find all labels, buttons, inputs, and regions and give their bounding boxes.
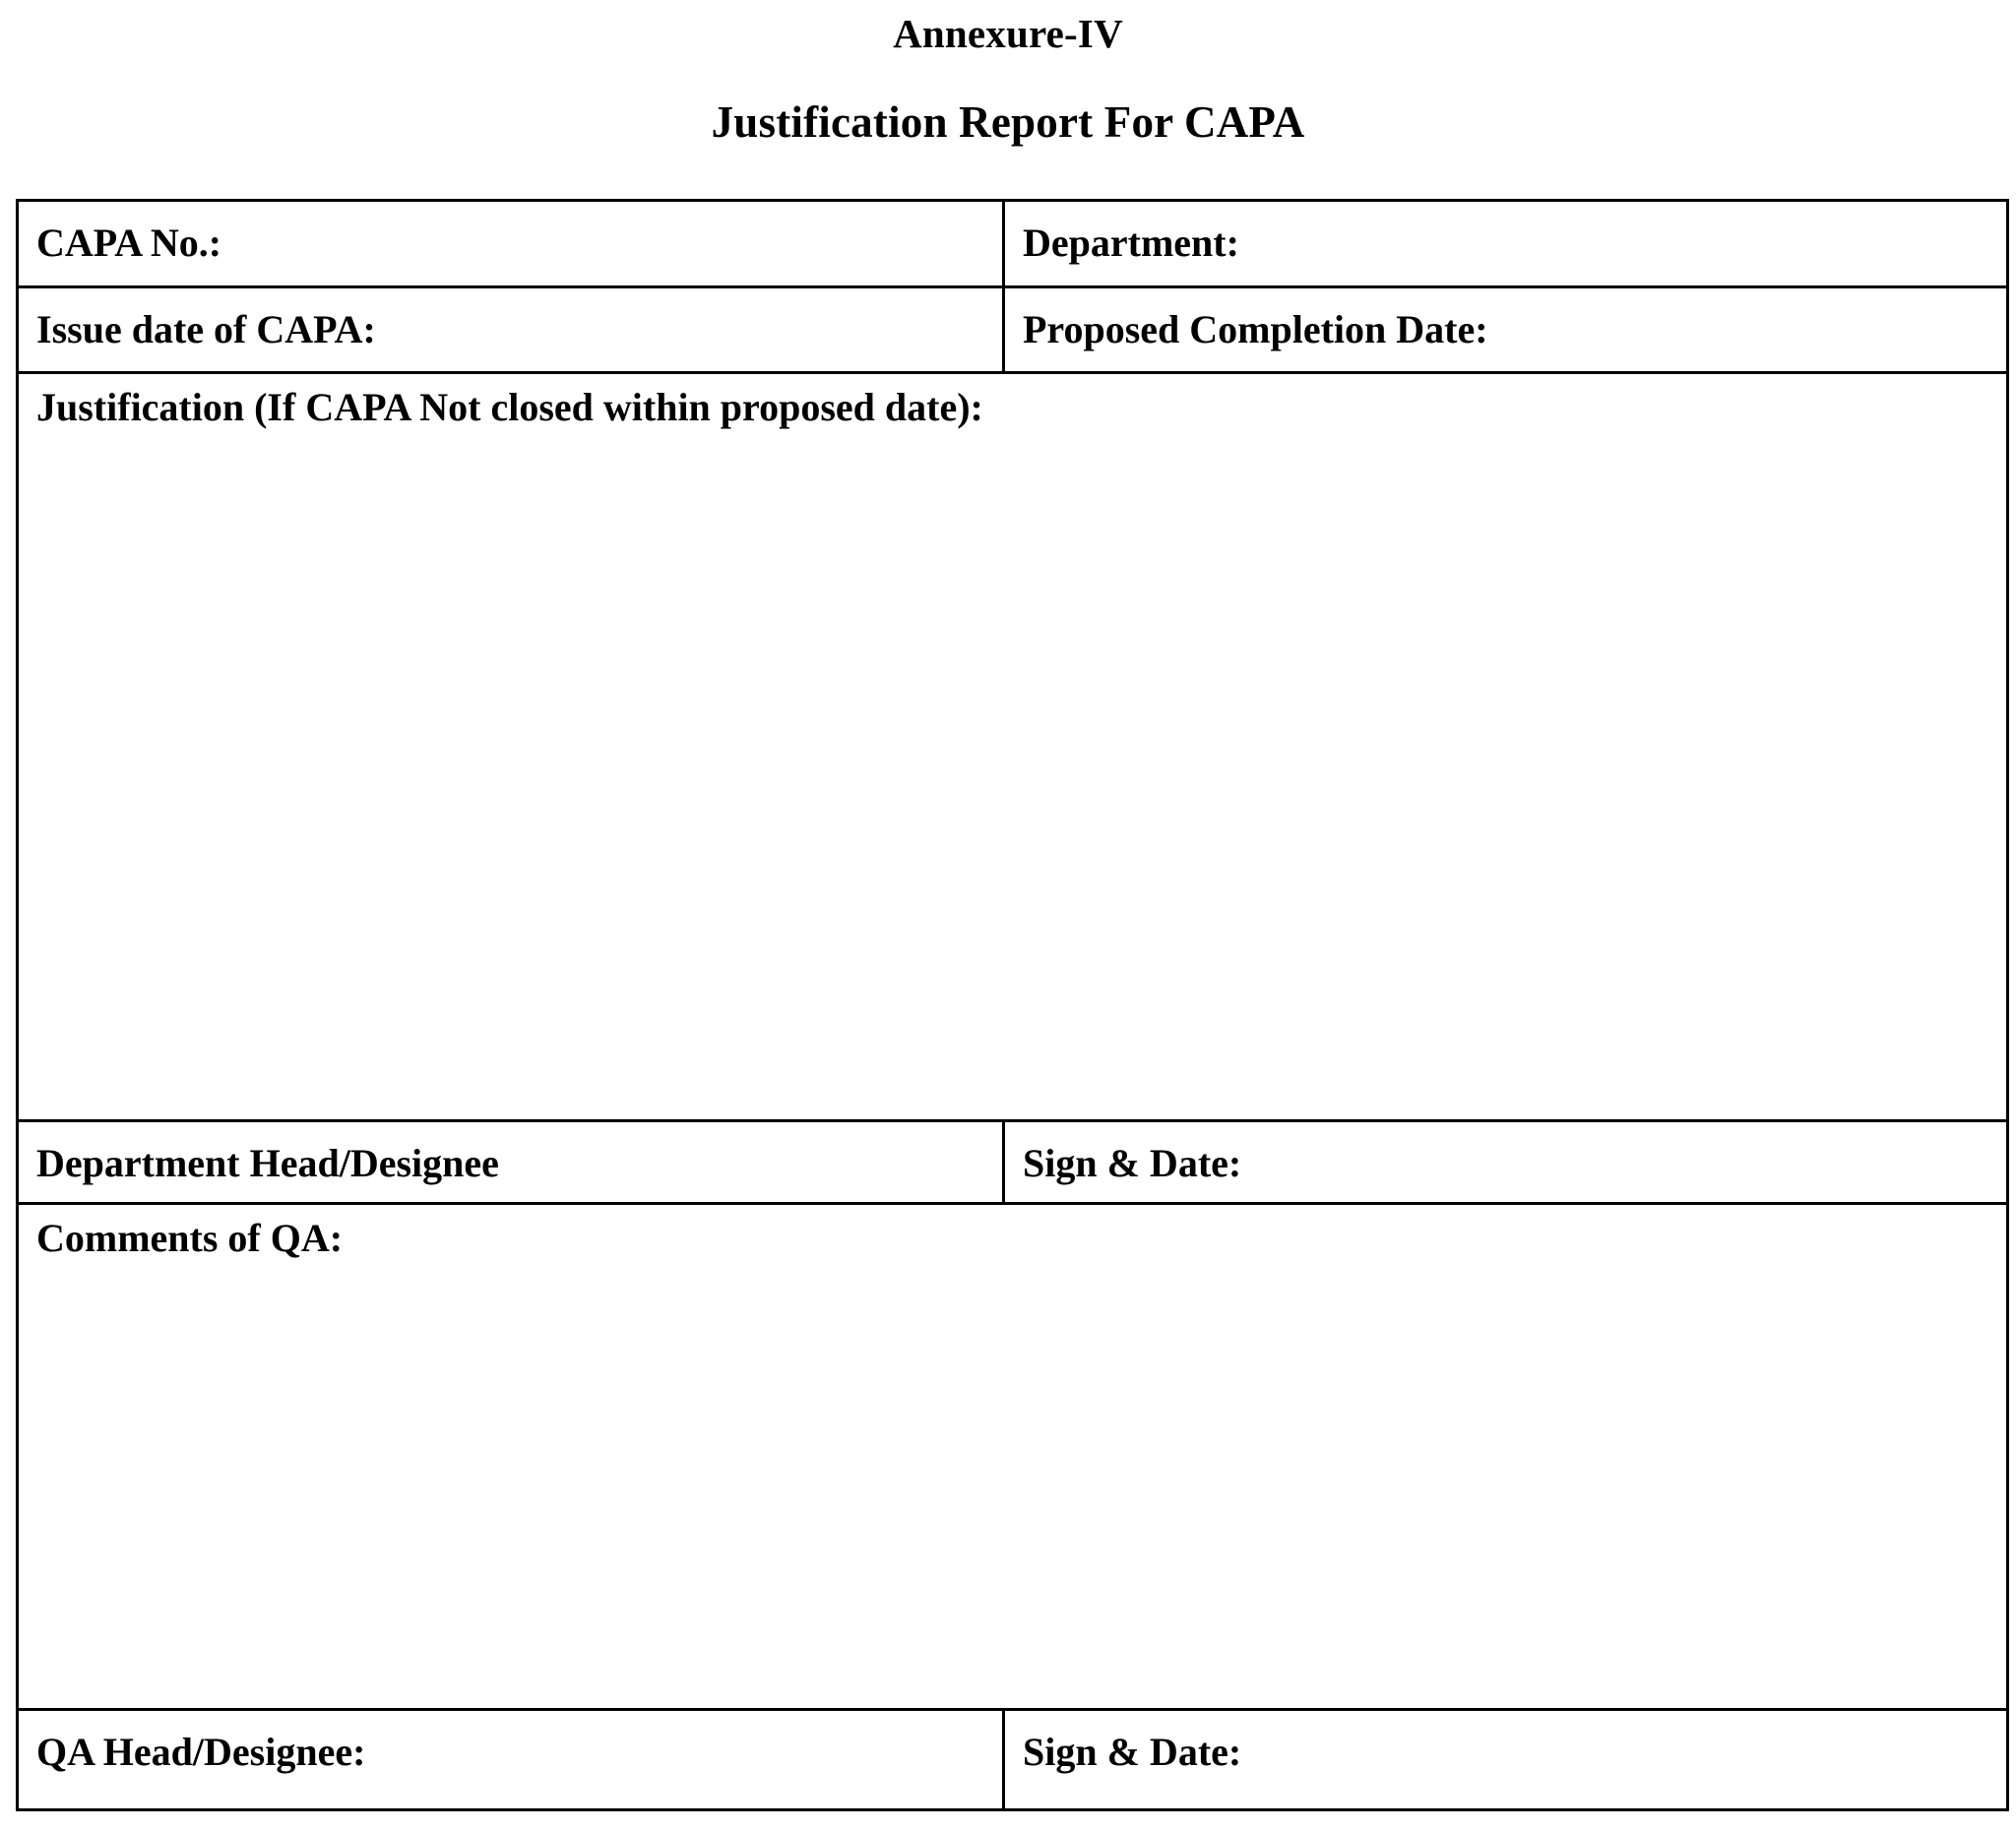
table-row xyxy=(18,1710,2008,1810)
qa-head-cell[interactable] xyxy=(18,1710,1004,1810)
justification-cell[interactable] xyxy=(18,373,2008,1121)
document-header xyxy=(0,0,2016,145)
department-head-label: Department Head/Designee xyxy=(36,1141,499,1185)
capa-justification-form-table xyxy=(16,199,2009,1811)
annexure-title: Annexure-IV xyxy=(893,11,1123,56)
justification-label: Justification (If CAPA Not closed within proposed date): xyxy=(36,385,983,429)
table-row xyxy=(18,201,2008,287)
department-head-cell[interactable] xyxy=(18,1121,1004,1204)
table-row xyxy=(18,287,2008,373)
qa-head-label: QA Head/Designee: xyxy=(36,1730,366,1774)
qa-comments-cell[interactable] xyxy=(18,1204,2008,1710)
issue-date-cell[interactable] xyxy=(18,287,1004,373)
page-title: Justification Report For CAPA xyxy=(711,97,1305,147)
capa-no-label: CAPA No.: xyxy=(36,221,222,265)
table-row xyxy=(18,1204,2008,1710)
department-label: Department: xyxy=(1023,221,1239,265)
department-cell[interactable] xyxy=(1004,201,2008,287)
department-head-sign-date-cell[interactable] xyxy=(1004,1121,2008,1204)
qa-head-sign-date-label: Sign & Date: xyxy=(1023,1730,1242,1774)
qa-head-sign-date-cell[interactable] xyxy=(1004,1710,2008,1810)
table-row xyxy=(18,1121,2008,1204)
proposed-completion-date-label: Proposed Completion Date: xyxy=(1023,307,1488,351)
capa-no-cell[interactable] xyxy=(18,201,1004,287)
qa-comments-write-area[interactable] xyxy=(19,1258,2006,1761)
proposed-completion-date-cell[interactable] xyxy=(1004,287,2008,373)
qa-comments-label: Comments of QA: xyxy=(36,1216,344,1260)
department-head-sign-date-label: Sign & Date: xyxy=(1023,1141,1242,1185)
issue-date-label: Issue date of CAPA: xyxy=(36,307,376,351)
table-row xyxy=(18,373,2008,1121)
justification-write-area[interactable] xyxy=(19,427,2006,1172)
